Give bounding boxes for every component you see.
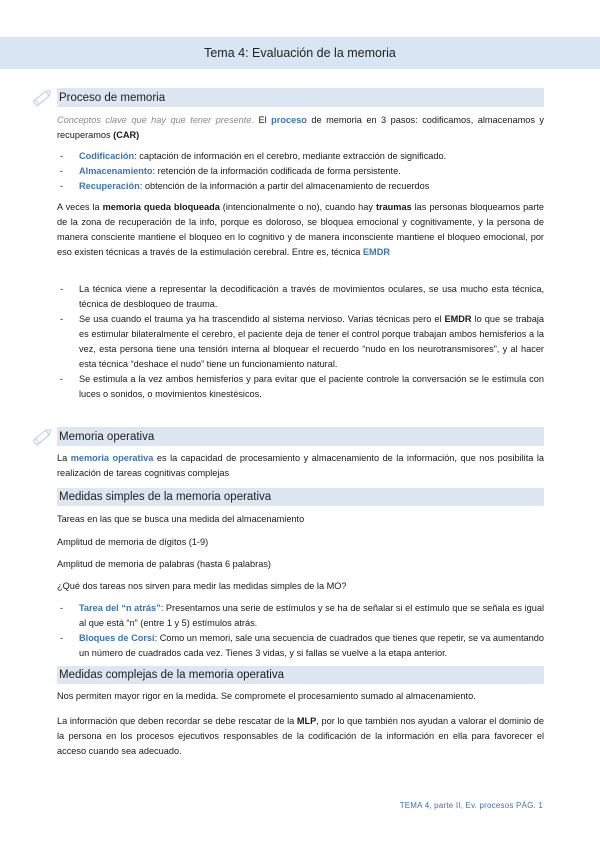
para-text-c: las personas bloqueamos parte de la zona de recuperación de la info, porque es doloroso, se bloquea emocional y cognitivamente, y la persona de manera consciente mantiene el bloqueo en lo cognitivo y de manera inconsciente mantiene el bloqueo emocional, por eso existen técnicas a través de la estimulación cerebral. Entre es, técnica: [57, 202, 545, 257]
complex-mlp: MLP: [296, 716, 317, 726]
simple-question: ¿Qué dos tareas nos sirven para medir las medidas simples de la MO?: [57, 581, 347, 591]
intro2-text-a: La: [57, 453, 71, 463]
section1-intro: [57, 113, 544, 143]
step-text: : obtención de la información a partir del almacenamiento de recuerdos: [139, 181, 430, 191]
para-bold: memoria queda bloqueada: [102, 202, 220, 212]
list-item: [57, 179, 544, 194]
task-term: Tarea del “n atrás”: [79, 603, 161, 613]
pencil-icon: [30, 86, 54, 110]
intro-text-a: El: [254, 115, 272, 125]
para-bold-traumas: traumas: [375, 202, 412, 212]
step-text: : captación de información en el cerebro, mediante extracción de significado.: [134, 151, 447, 161]
trauma-paragraph: [57, 200, 544, 260]
subheading-complejas: Medidas complejas de la memoria operativa: [57, 666, 544, 684]
list-item: [57, 312, 544, 372]
complex-text-a: La información que deben recordar se debe rescatar de la: [57, 716, 297, 726]
task-term: Bloques de Corsi: [79, 633, 155, 643]
bullet-text-a: Se usa cuando el trauma ya ha trascendido al sistema nervioso. Varias técnicas pero el: [79, 314, 445, 324]
bullet-emdr: EMDR: [444, 314, 472, 324]
intro-text-b: de memoria en 3 pasos: codificamos, almacenamos y recuperamos: [57, 115, 545, 140]
intro-italic: Conceptos clave que hay que tener presente.: [57, 115, 255, 125]
complex-line: Nos permiten mayor rigor en la medida. Se compromete el procesamiento sumado al almacenamiento.: [57, 691, 476, 701]
step-text: : retención de la información codificada de forma persistente.: [152, 166, 401, 176]
intro-proceso: proceso: [271, 115, 307, 125]
subheading-simples: Medidas simples de la memoria operativa: [57, 488, 544, 506]
bullet-text-b: lo que se trabaja es estimular bilateralmente el cerebro, el paciente deja de tener el control porque trabajan ambos hemisferios a la vez, esta persona tiene una tensión interna al bloquear el recuerdo “nudo en los neurotransmisores”, y al hacer esta técnica “deshace el nudo” tiene un funcionamiento natural.: [79, 314, 544, 369]
list-item: [57, 631, 544, 661]
simple-line: Amplitud de memoria de dígitos (1-9): [57, 537, 209, 547]
page-footer: TEMA 4, parte II, Ev. procesos PÁG. 1: [399, 801, 543, 810]
emdr-bullets: [57, 282, 544, 402]
pencil-icon: [30, 425, 54, 449]
list-item: - Se estimula a la vez ambos hemisferios y para evitar que el paciente controle la conversación se le estimula con luces o sonidos, o movimientos kinestésicos.: [57, 372, 544, 402]
tasks-list: [57, 601, 544, 661]
para-text-b: (intencionalmente o no), cuando hay: [219, 202, 376, 212]
step-term: Recuperación: [79, 181, 140, 191]
simple-line: Tareas en las que se busca una medida del almacenamiento: [57, 514, 305, 524]
intro2-term: memoria operativa: [70, 453, 154, 463]
section-heading-proceso: Proceso de memoria: [57, 88, 544, 107]
task-text: : Como un memori, sale una secuencia de cuadrados que tienes que repetir, se va aumentando un número de cuadrados cada vez. Tienes 3 vidas, y si fallas se vuelve a la etapa anterior.: [79, 633, 544, 658]
intro-car: (CAR): [113, 130, 140, 140]
page-title: Tema 4: Evaluación de la memoria: [0, 37, 600, 69]
step-term: Almacenamiento: [79, 166, 153, 176]
steps-list: [57, 149, 544, 194]
list-item: [57, 601, 544, 631]
list-item: [57, 164, 544, 179]
list-item: - La técnica viene a representar la decodificación a través de movimientos oculares, se usa mucho esta técnica, técnica de desbloqueo de trauma.: [57, 282, 544, 312]
section-heading-memoria-operativa: Memoria operativa: [57, 427, 544, 446]
simple-line: Amplitud de memoria de palabras (hasta 6 palabras): [57, 559, 271, 569]
list-item: [57, 149, 544, 164]
step-term: Codificación: [79, 151, 135, 161]
intro2-text-b: es la capacidad de procesamiento y almacenamiento de la información, que nos posibilita la realización de tareas cognitivas complejas: [57, 453, 545, 478]
complex-text-b: , por lo que también nos ayudan a valorar el dominio de la persona en los procesos ejecutivos responsables de la codificación de la información en ella para favorecer el acceso cuando sea adecuado.: [57, 716, 544, 756]
para-emdr: EMDR: [362, 247, 390, 257]
para-text-a: A veces la: [57, 202, 103, 212]
section2-intro: [57, 451, 544, 481]
complex-paragraph: [57, 714, 544, 759]
task-text: : Presentamos una serie de estímulos y se ha de señalar si el estímulo que se señala es igual al que está “n” (entre 1 y 5) estímulos atrás.: [79, 603, 544, 628]
